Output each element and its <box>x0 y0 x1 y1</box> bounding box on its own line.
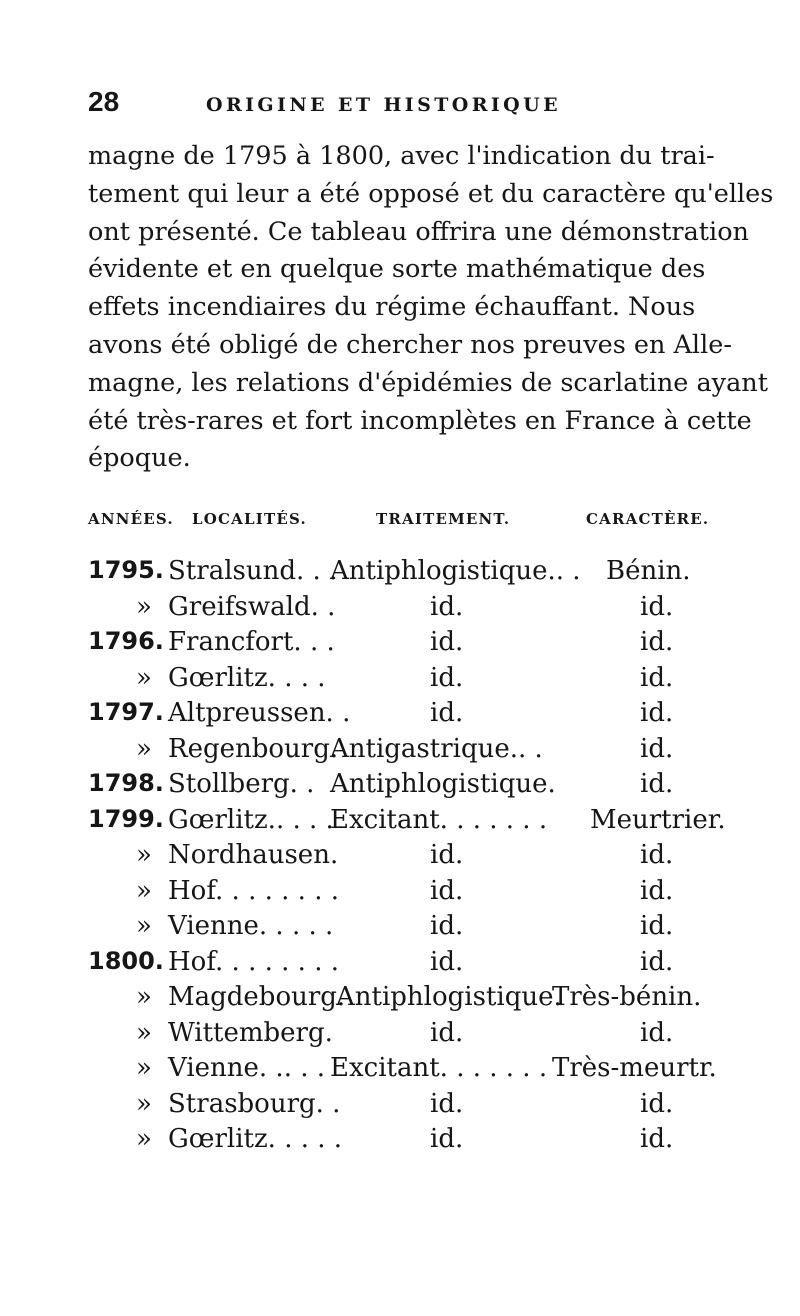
table-row <box>0 592 800 628</box>
running-title: ORIGINE ET HISTORIQUE <box>206 94 561 116</box>
treatment-cell: id. <box>430 698 464 728</box>
character-cell: id. <box>640 1017 674 1048</box>
paragraph-line: ont présenté. Ce tableau offrira une démonstration <box>88 216 749 247</box>
paragraph-line: avons été obligé de chercher nos preuves en Alle- <box>88 329 732 360</box>
character-cell: Très-bénin. <box>552 982 702 1012</box>
character-cell: Bénin. <box>606 556 691 586</box>
year-cell: 1800. <box>88 946 164 975</box>
locality-cell: Gœrlitz.. . . . <box>168 804 334 835</box>
locality-cell: Gœrlitz. . . . <box>168 662 326 693</box>
table-row <box>0 1053 800 1089</box>
table-row <box>0 556 800 592</box>
treatment-cell: id. <box>430 946 464 977</box>
column-header-annees: ANNÉES. <box>88 510 174 528</box>
character-cell: id. <box>640 627 674 657</box>
year-cell: » <box>136 1124 152 1154</box>
paragraph-line: tement qui leur a été opposé et du caractère qu'elles <box>88 178 774 209</box>
locality-cell: Nordhausen. <box>168 840 339 870</box>
column-header-traitement: TRAITEMENT. <box>376 510 511 528</box>
treatment-cell: id. <box>430 662 464 693</box>
locality-cell: Stollberg. . <box>168 769 315 799</box>
treatment-cell: Antiphlogistique. <box>330 769 556 799</box>
treatment-cell: id. <box>430 875 464 906</box>
locality-cell: Hof. . . . . . . . <box>168 875 339 906</box>
treatment-cell: Antiphlogistique. <box>336 982 562 1012</box>
locality-cell: Magdebourg. <box>168 982 346 1012</box>
character-cell: Meurtrier. <box>590 804 726 835</box>
character-cell: id. <box>640 769 674 799</box>
table-row <box>0 769 800 805</box>
treatment-cell: Excitant. . . . . . . <box>330 1053 548 1083</box>
table-row <box>0 1018 800 1054</box>
paragraph-line: magne de 1795 à 1800, avec l'indication du trai- <box>88 141 715 171</box>
table-row <box>0 876 800 912</box>
year-cell: » <box>136 1017 152 1048</box>
treatment-cell: id. <box>430 591 464 622</box>
table-row <box>0 627 800 663</box>
table-row <box>0 911 800 947</box>
paragraph-line: été très-rares et fort incomplètes en France à cette <box>88 405 752 436</box>
year-cell: 1795. <box>88 556 164 584</box>
locality-cell: Vienne. . . . . <box>168 911 334 941</box>
table-row <box>0 1089 800 1125</box>
character-cell: id. <box>640 946 674 977</box>
year-cell: » <box>136 875 152 906</box>
character-cell: id. <box>640 698 674 728</box>
character-cell: id. <box>640 662 674 693</box>
treatment-cell: Antigastrique.. . <box>330 733 543 764</box>
character-cell: id. <box>640 911 674 941</box>
table-row <box>0 805 800 841</box>
table-row <box>0 840 800 876</box>
paragraph-line: magne, les relations d'épidémies de scarlatine ayant <box>88 367 768 398</box>
locality-cell: Altpreussen. . <box>168 698 351 728</box>
page-header <box>0 84 800 128</box>
locality-cell: Hof. . . . . . . . <box>168 946 339 977</box>
table-row <box>0 698 800 734</box>
year-cell: » <box>136 840 152 870</box>
column-header-localites: LOCALITÉS. <box>192 510 307 528</box>
year-cell: » <box>136 733 152 764</box>
year-cell: » <box>136 591 152 622</box>
locality-cell: Wittemberg. <box>168 1017 333 1048</box>
character-cell: id. <box>640 840 674 870</box>
year-cell: 1797. <box>88 698 164 726</box>
body-paragraph <box>88 138 774 478</box>
table-row <box>0 982 800 1018</box>
year-cell: » <box>136 1053 152 1083</box>
year-cell: » <box>136 662 152 693</box>
table-row <box>0 947 800 983</box>
character-cell: id. <box>640 591 674 622</box>
year-cell: » <box>136 911 152 941</box>
table-row <box>0 1124 800 1160</box>
treatment-cell: id. <box>430 840 464 870</box>
treatment-cell: Antiphlogistique.. . <box>330 556 581 586</box>
treatment-cell: id. <box>430 911 464 941</box>
character-cell: id. <box>640 1124 674 1154</box>
locality-cell: Francfort. . . <box>168 627 335 657</box>
treatment-cell: Excitant. . . . . . . <box>330 804 548 835</box>
table-row <box>0 734 800 770</box>
column-header-caractere: CARACTÈRE. <box>586 510 710 528</box>
year-cell: 1796. <box>88 627 164 655</box>
locality-cell: Strasbourg. . <box>168 1088 341 1119</box>
locality-cell: Vienne. .. . . <box>168 1053 326 1083</box>
year-cell: » <box>136 1088 152 1119</box>
locality-cell: Regenbourg. <box>168 733 339 764</box>
treatment-cell: id. <box>430 627 464 657</box>
year-cell: 1798. <box>88 769 164 797</box>
character-cell: Très-meurtr. <box>552 1053 717 1083</box>
treatment-cell: id. <box>430 1017 464 1048</box>
year-cell: » <box>136 982 152 1012</box>
year-cell: 1799. <box>88 804 164 833</box>
page-number: 28 <box>88 86 120 117</box>
paragraph-line: époque. <box>88 443 191 474</box>
paragraph-line: évidente et en quelque sorte mathématique des <box>88 254 706 285</box>
treatment-cell: id. <box>430 1088 464 1119</box>
table-row <box>0 663 800 699</box>
paragraph-line: effets incendiaires du régime échauffant. Nous <box>88 292 696 323</box>
locality-cell: Stralsund. . . <box>168 556 338 586</box>
locality-cell: Gœrlitz. . . . . <box>168 1124 343 1154</box>
character-cell: id. <box>640 875 674 906</box>
character-cell: id. <box>640 733 674 764</box>
character-cell: id. <box>640 1088 674 1119</box>
treatment-cell: id. <box>430 1124 464 1154</box>
locality-cell: Greifswald. . <box>168 591 336 622</box>
